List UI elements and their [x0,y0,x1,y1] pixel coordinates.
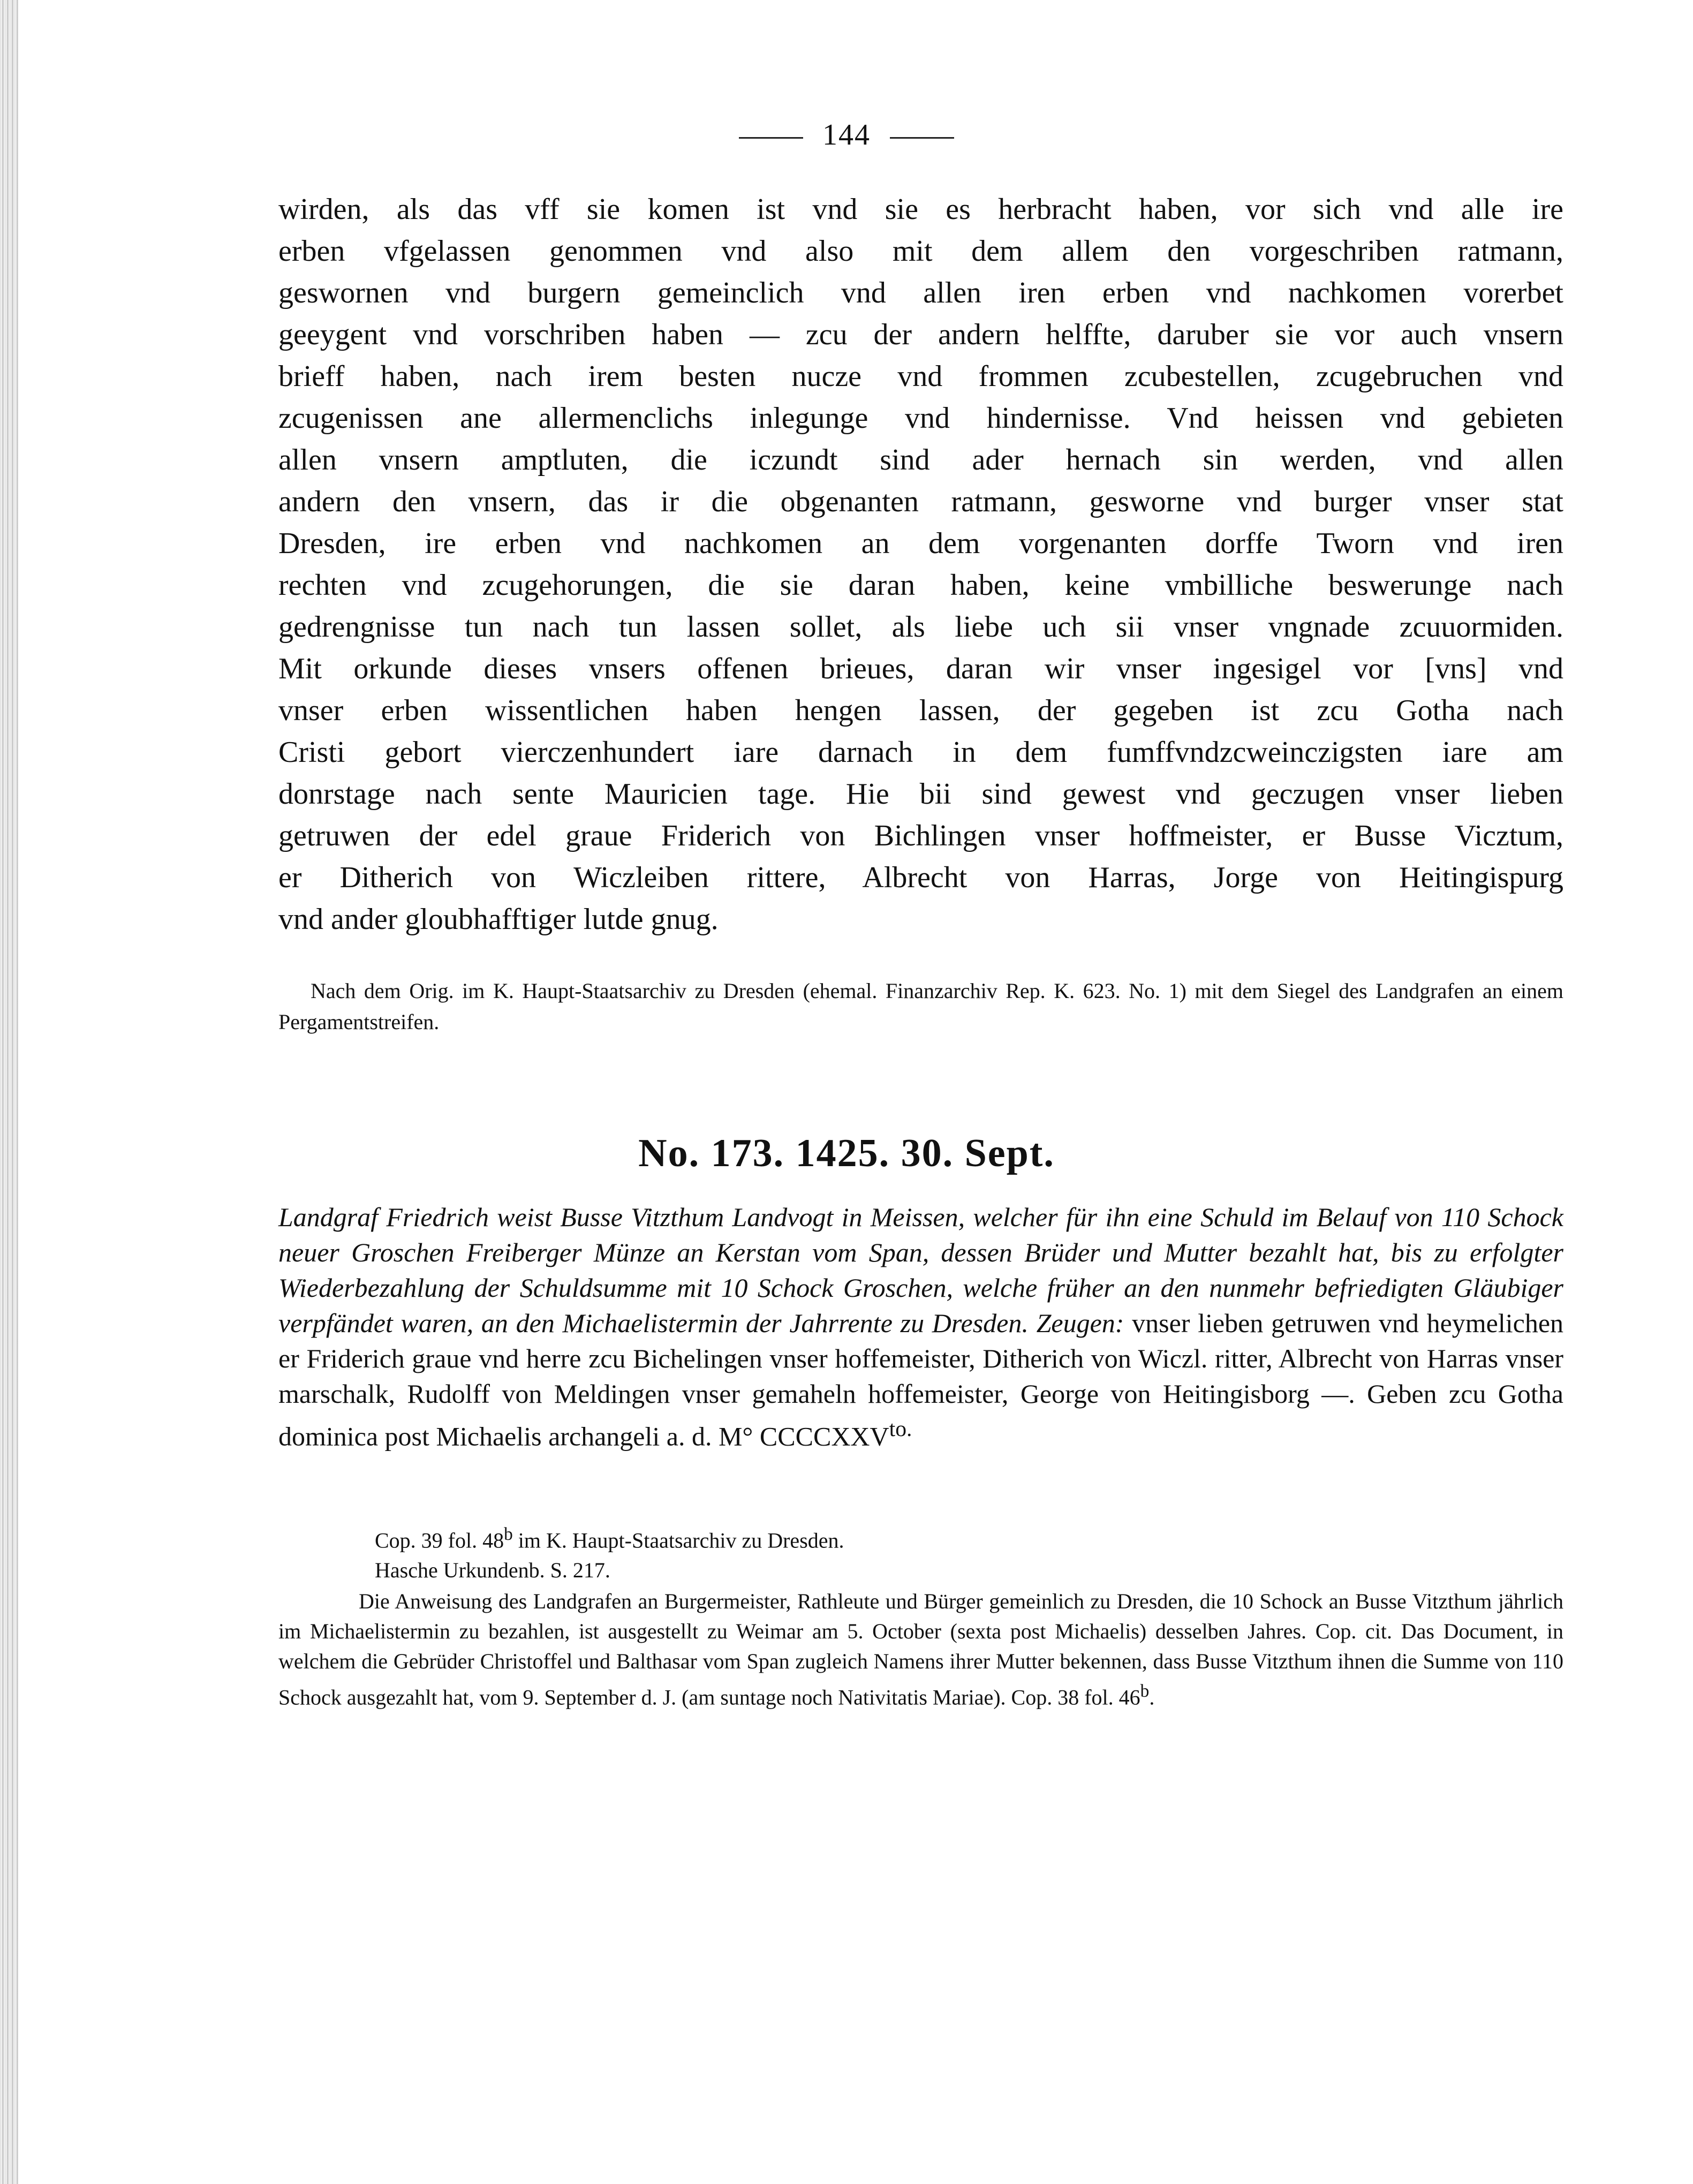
text-line: geswornen vnd burgern gemeinclich vnd allen iren erben vnd nachkomen vorerbet [278,276,1563,309]
text-line: er Ditherich von Wiczleiben rittere, Albrecht von Harras, Jorge von Heitingispurg [278,861,1563,894]
notes-paragraph [278,1586,1563,1712]
text-line: Cristi gebort vierczenhundert iare darnach in dem fumffvndzcweinczigsten iare am [278,736,1563,769]
text-line: andern den vnsern, das ir die obgenanten ratmann, gesworne vnd burger vnser stat [278,485,1563,518]
text-line: rechten vnd zcugehorungen, die sie daran haben, keine vmbilliche beswerunge nach [278,569,1563,602]
page-number: 144 [822,118,871,152]
copy-reference-prefix: Cop. 39 fol. 48 [375,1528,504,1553]
text-line: allen vnsern amptluten, die iczundt sind ader hernach sin werden, vnd allen [278,443,1563,477]
document-regest [278,1199,1563,1454]
source-note: Nach dem Orig. im K. Haupt-Staatsarchiv zu Dresden (ehemal. Finanzarchiv Rep. K. 623. No. 1) mit dem Siegel des Landgrafen an einem Pergamentstreifen. [278,979,1563,1034]
witness-text: vnser lieben getruwen vnd heymelichen er Friderich graue vnd herre zcu Bichelingen vnser hoffemeister, Ditherich von Wiczl. ritter, Albrecht von Harras vnser marschalk, Rudolff von Meldingen vnser gemaheln hoffemeister, George von Heitingisborg —. Geben zcu Gotha dominica post Michaelis archangeli a. d. M° CCCCXXV [278,1308,1564,1452]
copy-reference [278,1520,1563,1555]
text-line: Dresden, ire erben vnd nachkomen an dem vorgenanten dorffe Tworn vnd iren [278,527,1563,560]
notes-paragraph-text: Die Anweisung des Landgrafen an Burgermeister, Rathleute und Bürger gemeinlich zu Dresden, die 10 Schock an Busse Vitzthum jährlich im Michaelistermin zu bezahlen, ist ausgestellt zu Weimar am 5. October (sexta post Michaelis) desselben Jahres. Cop. cit. Das Document, in welchem die Gebrüder Christoffel und Balthasar vom Span zugleich Namens ihrer Mutter bekennen, dass Busse Vitzthum ihnen die Summe von 110 Schock ausgezahlt hat, vom 9. September d. J. (am suntage noch Nativitatis Mariae). Cop. 38 fol. 46 [278,1589,1563,1710]
text-line: donrstage nach sente Mauricien tage. Hie bii sind gewest vnd geczugen vnser lieben [278,777,1563,811]
text-line: wirden, als das vff sie komen ist vnd sie es herbracht haben, vor sich vnd alle ire [278,193,1563,226]
text-line: gedrengnisse tun nach tun lassen sollet, als liebe uch sii vnser vngnade zcuuormiden. [278,610,1563,644]
copy-reference-sup: b [504,1524,513,1544]
notes-block [278,1520,1563,1713]
text-line: vnser erben wissentlichen haben hengen lassen, der gegeben ist zcu Gotha nach [278,694,1563,727]
header-rule-right [890,137,954,139]
header-rule-left [739,137,803,139]
document-heading: No. 173. 1425. 30. Sept. [638,1131,1055,1175]
text-line: brieff haben, nach irem besten nucze vnd frommen zcubestellen, zcugebruchen vnd [278,360,1563,393]
text-line: vnd ander gloubhafftiger lutde gnug. [278,903,719,936]
text-line: erben vfgelassen genommen vnd also mit dem allem den vorgeschriben ratmann, [278,235,1563,268]
copy-reference-suffix: im K. Haupt-Staatsarchiv zu Dresden. [512,1528,844,1553]
main-text-block [278,188,1563,940]
notes-paragraph-end: . [1149,1685,1155,1710]
witness-label: Zeugen: [1036,1308,1124,1338]
text-line: geeygent vnd vorschriben haben — zcu der andern helffte, daruber sie vor auch vnsern [278,318,1563,351]
notes-paragraph-sup: b [1140,1681,1150,1702]
hasche-reference: Hasche Urkundenb. S. 217. [375,1558,610,1583]
scan-binding-edge [0,0,18,2184]
regest-summary: Landgraf Friedrich weist Busse Vitzthum Landvogt in Meissen, welcher für ihn eine Schuld im Belauf von 110 Schock neuer Groschen Freiberger Münze an Kerstan vom Span, dessen Brüder und Mutter bezahlt hat, bis zu erfolgter Wiederbezahlung der Schuldsumme mit 10 Schock Groschen, welche früher an den nunmehr befriedigten Gläubiger verpfändet waren, an den Michaelistermin der Jahrrente zu Dresden. [278,1202,1563,1338]
date-suffix: to. [889,1417,912,1441]
page-header [0,118,1693,152]
text-line: getruwen der edel graue Friderich von Bichlingen vnser hoffmeister, er Busse Vicztum, [278,819,1563,852]
text-line: Mit orkunde dieses vnsers offenen brieues, daran wir vnser ingesigel vor [vns] vnd [278,652,1563,685]
text-line: zcugenissen ane allermenclichs inlegunge vnd hindernisse. Vnd heissen vnd gebieten [278,402,1563,435]
